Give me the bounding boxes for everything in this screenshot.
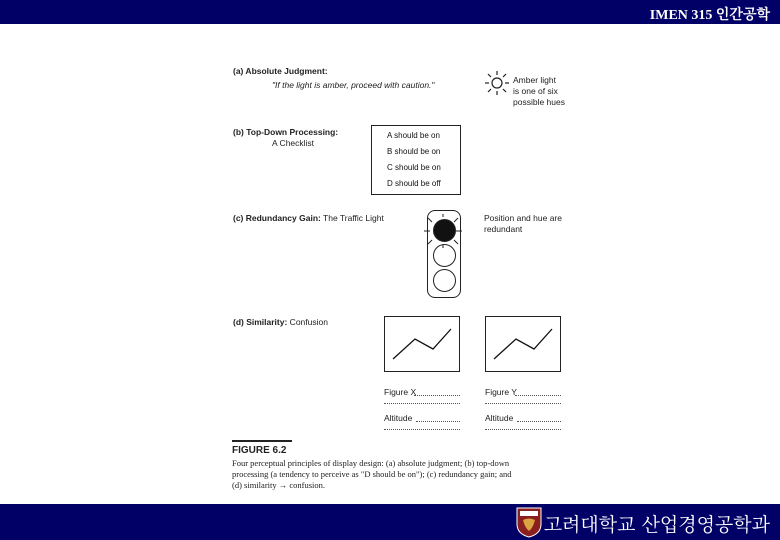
- checklist-item: A should be on: [387, 131, 440, 140]
- caption-rule: [232, 440, 292, 442]
- checklist-item: D should be off: [387, 179, 441, 188]
- section-d-heading-bold: (d) Similarity:: [233, 317, 288, 327]
- figure-x-altitude-fill: [416, 421, 460, 422]
- section-a-note-line2: is one of six: [513, 86, 558, 96]
- section-d-heading-rest: Confusion: [287, 317, 328, 327]
- section-c-heading-rest: The Traffic Light: [320, 213, 384, 223]
- section-a-note-line3: possible hues: [513, 97, 565, 107]
- traffic-light-bottom-lamp: [433, 269, 456, 292]
- section-c-heading: [233, 213, 384, 223]
- section-d-heading: [233, 317, 328, 327]
- section-b-sub: A Checklist: [272, 138, 315, 148]
- caption-title: FIGURE 6.2: [232, 445, 287, 456]
- checklist-box: [371, 125, 461, 195]
- caption-line-3: (d) similarity → confusion.: [232, 480, 326, 490]
- section-b-heading: (b) Top-Down Processing:: [233, 127, 339, 137]
- section-a-heading: (a) Absolute Judgment:: [233, 66, 328, 76]
- figure-x-label-fill: [414, 395, 460, 396]
- caption-line-2: processing (a tendency to perceive as "D should be on"); (c) redundancy gain; and: [232, 469, 512, 479]
- section-a-quote: "If the light is amber, proceed with caution.": [272, 80, 435, 90]
- figure-x-altitude-label: Altitude: [384, 413, 413, 423]
- footer-bar: [0, 504, 780, 540]
- course-title: IMEN 315 인간공학: [649, 8, 770, 23]
- figure-x-blank-line: [384, 403, 460, 404]
- checklist-item: C should be on: [387, 163, 441, 172]
- caption-text: [232, 458, 572, 491]
- section-a-note-line1: Amber light: [513, 75, 556, 85]
- figure-x-line: [385, 317, 459, 371]
- figure-y-altitude-label: Altitude: [485, 413, 514, 423]
- figure-y-label: Figure Y: [485, 387, 517, 397]
- figure-x-plot: [384, 316, 460, 372]
- figure-y-line: [486, 317, 560, 371]
- amber-light-icon: [484, 70, 510, 96]
- figure-y-plot: [485, 316, 561, 372]
- figure-x-blank-line-2: [384, 429, 460, 430]
- university-crest-icon: [515, 506, 543, 538]
- figure-y-blank-line: [485, 403, 561, 404]
- figure-y-altitude-fill: [517, 421, 561, 422]
- header-bar: [0, 0, 780, 24]
- checklist-item: B should be on: [387, 147, 441, 156]
- figure-y-blank-line-2: [485, 429, 561, 430]
- figure-y-label-fill: [515, 395, 561, 396]
- caption-line-1: Four perceptual principles of display design: (a) absolute judgment; (b) top-down: [232, 458, 510, 468]
- section-c-note-line2: redundant: [484, 224, 523, 234]
- section-c-note-line1: Position and hue are: [484, 213, 562, 223]
- university-name: 고려대학교 산업경영공학과: [543, 514, 770, 536]
- section-c-heading-bold: (c) Redundancy Gain:: [233, 213, 321, 223]
- figure-x-label: Figure X: [384, 387, 417, 397]
- lamp-glow-rays-icon: [423, 214, 463, 248]
